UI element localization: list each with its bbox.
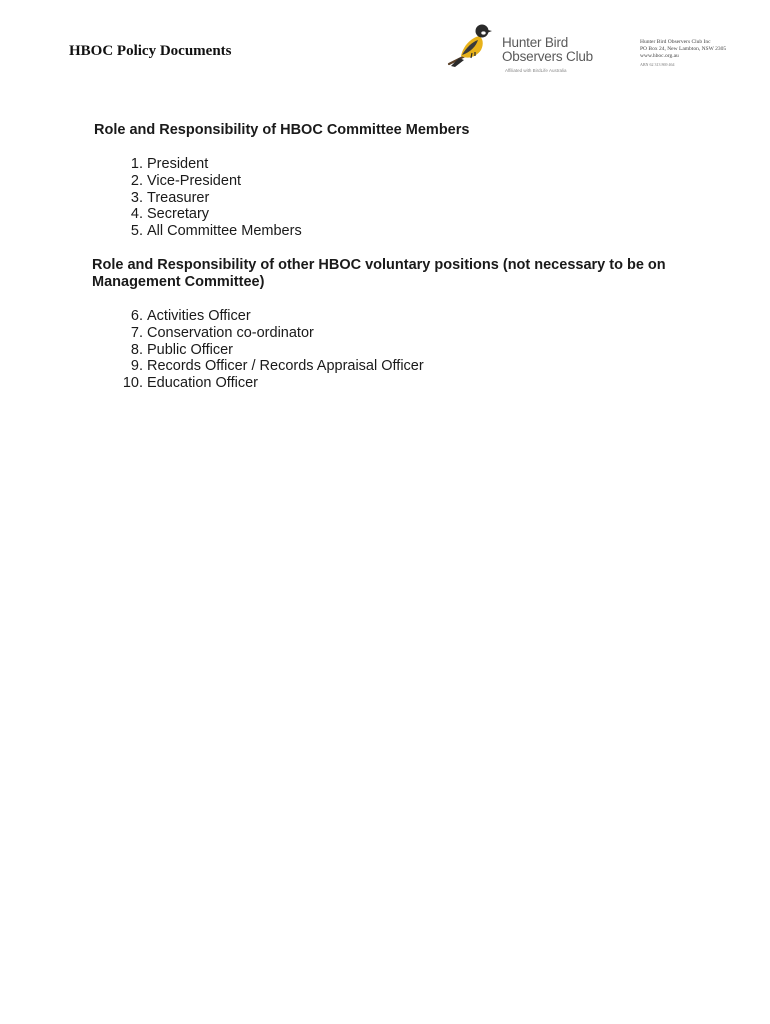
list-item xyxy=(112,308,424,325)
contact-block xyxy=(640,39,726,68)
list-item-number: 3. xyxy=(130,189,143,206)
list-item-label: All Committee Members xyxy=(147,223,302,240)
club-logo xyxy=(447,20,597,82)
list-item xyxy=(112,173,302,190)
list-item xyxy=(112,325,424,342)
list-item-number: 1. xyxy=(130,156,143,172)
list-item-number: 5. xyxy=(130,223,143,240)
list-item xyxy=(112,342,424,359)
committee-roles-heading: Role and Responsibility of HBOC Committee Members xyxy=(94,122,470,138)
list-item-number: 8. xyxy=(130,341,143,358)
list-item-label: Public Officer xyxy=(147,341,233,358)
contact-abn: ABN 62 313 869 464 xyxy=(640,62,675,67)
document-header-title: HBOC Policy Documents xyxy=(69,43,232,59)
list-item-label: Records Officer / Records Appraisal Officer xyxy=(147,358,424,375)
list-item-number: 2. xyxy=(130,172,143,189)
list-item-label: Secretary xyxy=(147,206,210,223)
club-name xyxy=(502,36,612,64)
list-item xyxy=(112,190,302,207)
list-item xyxy=(112,375,424,392)
list-item-number: 7. xyxy=(130,324,143,341)
club-name-line1: Hunter Bird xyxy=(502,35,569,50)
club-tagline: Affiliated with BirdLife Australia xyxy=(505,68,567,73)
list-item-number: 6. xyxy=(130,308,143,324)
club-name-line2: Observers Club xyxy=(502,49,593,64)
list-item-number: 9. xyxy=(130,358,143,375)
list-item-number: 10. xyxy=(122,375,143,392)
contact-website: www.hboc.org.au xyxy=(640,53,679,59)
list-item-label: Vice-President xyxy=(147,172,242,189)
voluntary-positions-list xyxy=(112,308,424,392)
bird-logo-icon xyxy=(447,20,507,70)
contact-address: PO Box 24, New Lambton, NSW 2305 xyxy=(640,46,727,52)
list-item-label: Activities Officer xyxy=(147,308,251,324)
list-item xyxy=(112,358,424,375)
list-item-label: Education Officer xyxy=(147,375,258,392)
committee-roles-list xyxy=(112,156,302,240)
list-item xyxy=(112,156,302,173)
list-item-label: Conservation co-ordinator xyxy=(147,324,314,341)
voluntary-positions-heading: Role and Responsibility of other HBOC voluntary positions (not necessary to be on Management Committee) xyxy=(92,257,666,290)
list-item-number: 4. xyxy=(130,206,143,223)
list-item xyxy=(112,223,302,240)
list-item-label: Treasurer xyxy=(147,189,210,206)
list-item-label: President xyxy=(147,156,209,172)
list-item xyxy=(112,206,302,223)
contact-org: Hunter Bird Observers Club Inc xyxy=(640,39,711,45)
